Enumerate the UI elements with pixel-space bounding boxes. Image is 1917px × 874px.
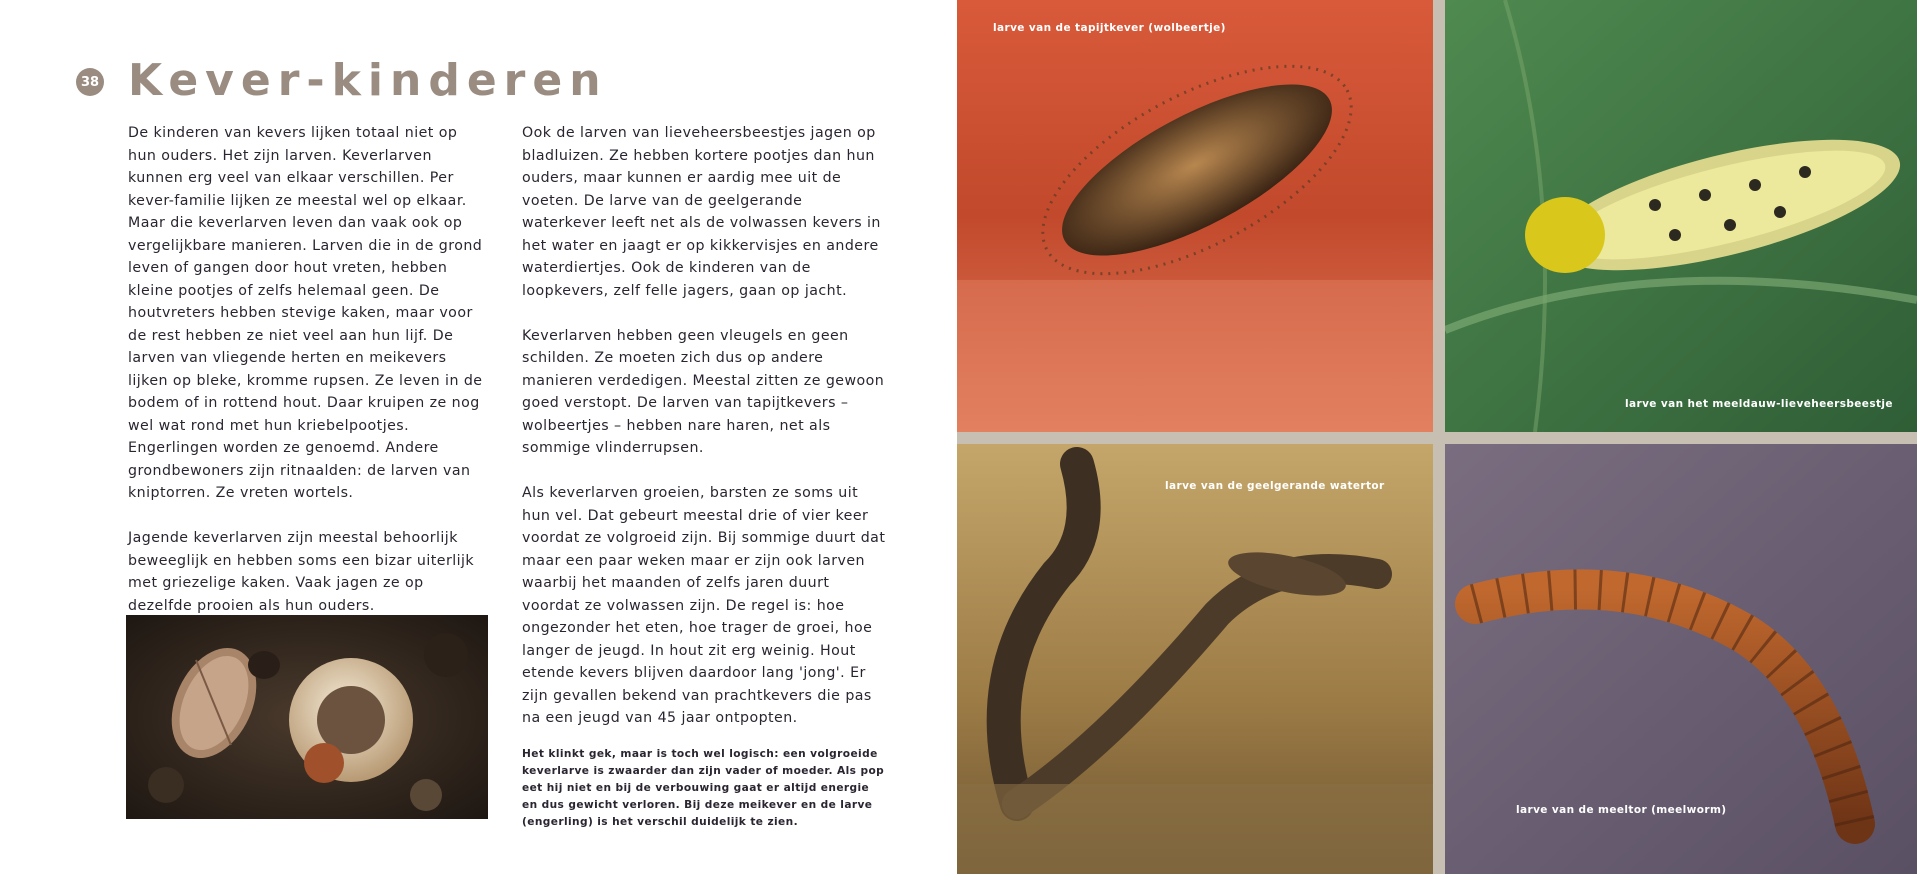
page-number-badge: 38 xyxy=(76,68,104,96)
paragraph: Ook de larven van lieveheersbeestjes jagen op bladluizen. Ze hebben kortere pootjes dan hun ouders, maar kunnen er aardig mee uit de voeten. De larve van de geelgerande waterkever leeft net als de volwassen kevers in het water en jaagt er op kikkervisjes en andere waterdiertjes. Ook de kinderen van de loopkevers, zelf felle jagers, gaan op jacht. xyxy=(522,125,881,299)
photo-diving-beetle-larva xyxy=(957,444,1433,874)
photo-carpet-beetle-larva xyxy=(957,0,1433,432)
page-title: Kever-kinderen xyxy=(128,55,608,106)
photo-label: larve van de meeltor (meelworm) xyxy=(1516,804,1727,816)
photo-label: larve van het meeldauw-lieveheersbeestje xyxy=(1625,398,1893,410)
photo-ladybird-larva xyxy=(1445,0,1917,432)
paragraph: Jagende keverlarven zijn meestal behoorlijk beweeglijk en hebben soms een bizar uiterlijk met griezelige kaken. Vaak jagen ze op dezelfde prooien als hun ouders. xyxy=(128,530,475,614)
text-column-right xyxy=(522,122,888,854)
photo-mealworm xyxy=(1445,444,1917,874)
text-column-left xyxy=(128,122,488,640)
photo-cockchafer-and-grub xyxy=(126,615,488,819)
paragraph: Keverlarven hebben geen vleugels en geen schilden. Ze moeten zich dus op andere manieren verdedigen. Meestal zitten ze gewoon goed verstopt. De larven van tapijtkevers – wolbeertjes – hebben nare haren, net als sommige vlinderrupsen. xyxy=(522,327,885,456)
photo-caption: Het klinkt gek, maar is toch wel logisch: een volgroeide keverlarve is zwaarder dan zijn vader of moeder. Als pop eet hij niet en bij de verbouwing gaat er altijd energie en dus gewicht verloren. Bij deze meikever en de larve (engerling) is het verschil duidelijk te zien. xyxy=(522,748,885,828)
paragraph: Als keverlarven groeien, barsten ze soms uit hun vel. Dat gebeurt meestal drie of vier keer voordat ze volgroeid zijn. Bij sommige duurt dat maar een paar weken maar er zijn ook larven waarbij het maanden of zelfs jaren duurt voordat ze volwassen zijn. De regel is: hoe ongezonder het eten, hoe trager de groei, hoe langer de jeugd. In hout zit erg weinig. Hout etende kevers blijven daardoor lang 'jong'. Er zijn gevallen bekend van prachtkevers die pas na een jeugd van 45 jaar ontpopten. xyxy=(522,485,886,726)
paragraph: De kinderen van kevers lijken totaal niet op hun ouders. Het zijn larven. Keverlarven kunnen erg veel van elkaar verschillen. Per kever-familie lijken ze meestal wel op elkaar. Maar die keverlarven leven dan vaak ook op vergelijkbare manieren. Larven die in de grond leven of gangen door hout vreten, hebben kleine pootjes of zelfs helemaal geen. De houtvreters hebben stevige kaken, maar voor de rest hebben ze niet veel aan hun lijf. De larven van vliegende herten en meikevers lijken op bleke, kromme rupsen. Ze leven in de bodem of in rottend hout. Daar kruipen ze nog wel wat rond met hun kriebelpootjes. Engerlingen worden ze genoemd. Andere grondbewoners zijn ritnaalden: de larven van kniptorren. Ze vreten wortels. xyxy=(128,125,483,501)
photo-label: larve van de geelgerande watertor xyxy=(1165,480,1385,492)
photo-label: larve van de tapijtkever (wolbeertje) xyxy=(993,22,1226,34)
